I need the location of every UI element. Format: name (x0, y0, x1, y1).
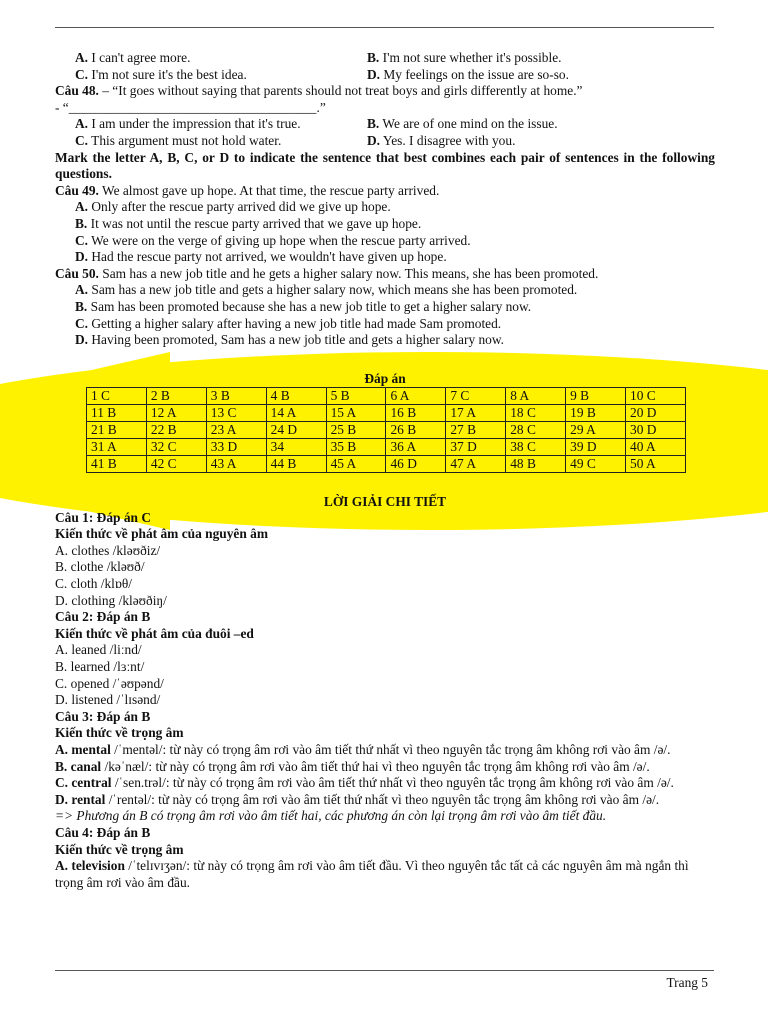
answer-cell: 10 C (626, 387, 686, 404)
answer-row (87, 387, 686, 404)
answer-cell: 47 A (446, 455, 506, 472)
solution-item: C. central /ˈsen.trəl/: từ này có trọng âm rơi vào âm tiết thứ nhất vì theo nguyên tắc trọng âm không rơi vào âm /ə/. (55, 775, 674, 791)
answer-cell: 15 A (326, 404, 386, 421)
answer-cell: 24 D (266, 421, 326, 438)
option-row (55, 50, 715, 67)
solution-item: A. leaned /liːnd/ (55, 642, 142, 658)
answer-cell: 4 B (266, 387, 326, 404)
option-row (55, 67, 715, 84)
answer-cell: 30 D (626, 421, 686, 438)
solution-item: D. clothing /kləʊðiŋ/ (55, 592, 167, 608)
solutions-title: LỜI GIẢI CHI TIẾT (323, 493, 447, 509)
solution-item: B. learned /lɜːnt/ (55, 659, 145, 675)
answer-cell: 46 D (386, 455, 446, 472)
option-b: B. Sam has been promoted because she has a new job title to get a higher salary now. (75, 298, 532, 314)
solution-item: A. mental /ˈmentəl/: từ này có trọng âm rơi vào âm tiết thứ nhất vì theo nguyên tắc trọng âm không rơi vào âm /ə/. (55, 742, 671, 757)
option-row (55, 133, 715, 150)
solution-topic: Kiến thức về phát âm của đuôi –ed (55, 625, 254, 641)
answer-cell: 18 C (506, 404, 566, 421)
answer-cell: 8 A (506, 387, 566, 404)
solution-heading: Câu 2: Đáp án B (55, 609, 151, 625)
solution-item: B. canal /kəˈnæl/: từ này có trọng âm rơi vào âm tiết thứ hai vì theo nguyên tắc trọng âm không rơi vào âm /ə/. (55, 758, 650, 774)
answer-cell: 39 D (566, 438, 626, 455)
answer-cell: 7 C (446, 387, 506, 404)
solution-heading: Câu 1: Đáp án C (55, 509, 151, 525)
answer-cell: 44 B (266, 455, 326, 472)
answer-cell: 22 B (146, 421, 206, 438)
solution-heading: Câu 3: Đáp án B (55, 708, 151, 724)
answer-cell: 5 B (326, 387, 386, 404)
answer-cell: 50 A (626, 455, 686, 472)
answer-cell: 27 B (446, 421, 506, 438)
answer-cell: 12 A (146, 404, 206, 421)
answer-cell: 37 D (446, 438, 506, 455)
question-50: Câu 50. Sam has a new job title and he gets a higher salary now. This means, she has been promoted. (55, 265, 599, 281)
answer-row (87, 421, 686, 438)
answer-cell: 43 A (206, 455, 266, 472)
solution-item: A. clothes /kləʊðiz/ (55, 542, 161, 558)
solution-topic: Kiến thức về trọng âm (55, 725, 184, 741)
page-content (55, 50, 715, 891)
option-b: B. I'm not sure whether it's possible. (367, 50, 562, 65)
answer-cell: 20 D (626, 404, 686, 421)
answer-cell: 14 A (266, 404, 326, 421)
footer-rule (55, 970, 714, 971)
option-d: D. Had the rescue party not arrived, we wouldn't have given up hope. (75, 249, 447, 265)
answer-cell: 17 A (446, 404, 506, 421)
solution-item: B. clothe /kləʊð/ (55, 559, 145, 575)
option-c: C. I'm not sure it's the best idea. (75, 66, 247, 82)
answer-cell: 31 A (87, 438, 147, 455)
answer-row (87, 455, 686, 472)
answer-cell: 28 C (506, 421, 566, 438)
option-d: D. My feelings on the issue are so-so. (367, 66, 569, 82)
option-c: C. This argument must not hold water. (75, 132, 282, 148)
page-number: Trang 5 (666, 975, 708, 990)
solution-topic: Kiến thức về phát âm của nguyên âm (55, 526, 268, 542)
answer-cell: 48 B (506, 455, 566, 472)
option-a: A. Only after the rescue party arrived did we give up hope. (75, 199, 391, 215)
option-d: D. Having been promoted, Sam has a new job title and gets a higher salary now. (75, 332, 505, 348)
instruction: Mark the letter A, B, C, or D to indicate the sentence that best combines each pair of sentences in the following questions. (55, 149, 715, 182)
option-a: A. I am under the impression that it's true. (75, 116, 301, 132)
option-a: A. I can't agree more. (75, 50, 191, 65)
answer-cell: 21 B (87, 421, 147, 438)
question-49: Câu 49. We almost gave up hope. At that time, the rescue party arrived. (55, 182, 440, 198)
option-a: A. Sam has a new job title and gets a higher salary now, which means she has been promoted. (75, 282, 578, 298)
solution-topic: Kiến thức về trọng âm (55, 841, 184, 857)
answer-cell: 1 C (87, 387, 147, 404)
answer-key-table (86, 387, 686, 473)
answer-cell: 23 A (206, 421, 266, 438)
answer-cell: 11 B (87, 404, 147, 421)
answer-cell: 41 B (87, 455, 147, 472)
answer-cell: 16 B (386, 404, 446, 421)
header-rule (55, 27, 714, 28)
answer-key-title: Đáp án (364, 370, 406, 386)
solution-item: D. listened /ˈlɪsənd/ (55, 692, 161, 708)
answer-cell: 49 C (566, 455, 626, 472)
answer-cell: 25 B (326, 421, 386, 438)
option-b: B. We are of one mind on the issue. (367, 116, 558, 132)
option-c: C. We were on the verge of giving up hope when the rescue party arrived. (75, 232, 471, 248)
question-48: Câu 48. – “It goes without saying that parents should not treat boys and girls differently at home.” (55, 83, 583, 99)
answer-cell: 36 A (386, 438, 446, 455)
answer-cell: 2 B (146, 387, 206, 404)
answer-cell: 33 D (206, 438, 266, 455)
answer-cell: 19 B (566, 404, 626, 421)
answer-row (87, 438, 686, 455)
question-48-blank: - “_____________________________________.” (55, 99, 326, 115)
answer-cell: 42 C (146, 455, 206, 472)
answer-cell: 13 C (206, 404, 266, 421)
answer-cell: 3 B (206, 387, 266, 404)
solution-item: A. television /ˈtelɪvɪʒən/: từ này có trọng âm rơi vào âm tiết đầu. Vì theo nguyên tắc tất cả các nguyên âm mà ngắn thì trọng âm rơi vào âm đầu. (55, 858, 689, 890)
answer-cell: 6 A (386, 387, 446, 404)
answer-cell: 38 C (506, 438, 566, 455)
solution-item: D. rental /ˈrentəl/: từ này có trọng âm rơi vào âm tiết thứ nhất vì theo nguyên tắc trọng âm không rơi vào âm /ə/. (55, 791, 660, 807)
option-c: C. Getting a higher salary after having a new job title had made Sam promoted. (75, 315, 502, 331)
answer-cell: 32 C (146, 438, 206, 455)
option-row (55, 116, 715, 133)
answer-cell: 29 A (566, 421, 626, 438)
solution-item: C. opened /ˈəʊpənd/ (55, 675, 164, 691)
answer-cell: 35 B (326, 438, 386, 455)
answer-cell: 9 B (566, 387, 626, 404)
option-d: D. Yes. I disagree with you. (367, 132, 516, 148)
answer-cell: 34 (266, 438, 326, 455)
solution-item: C. cloth /klɒθ/ (55, 576, 133, 592)
option-b: B. It was not until the rescue party arrived that we gave up hope. (75, 215, 422, 231)
solution-conclusion: => Phương án B có trọng âm rơi vào âm tiết hai, các phương án còn lại trọng âm rơi vào âm tiết đầu. (55, 808, 607, 824)
solution-heading: Câu 4: Đáp án B (55, 824, 151, 840)
answer-cell: 45 A (326, 455, 386, 472)
answer-cell: 40 A (626, 438, 686, 455)
answer-row (87, 404, 686, 421)
answer-cell: 26 B (386, 421, 446, 438)
